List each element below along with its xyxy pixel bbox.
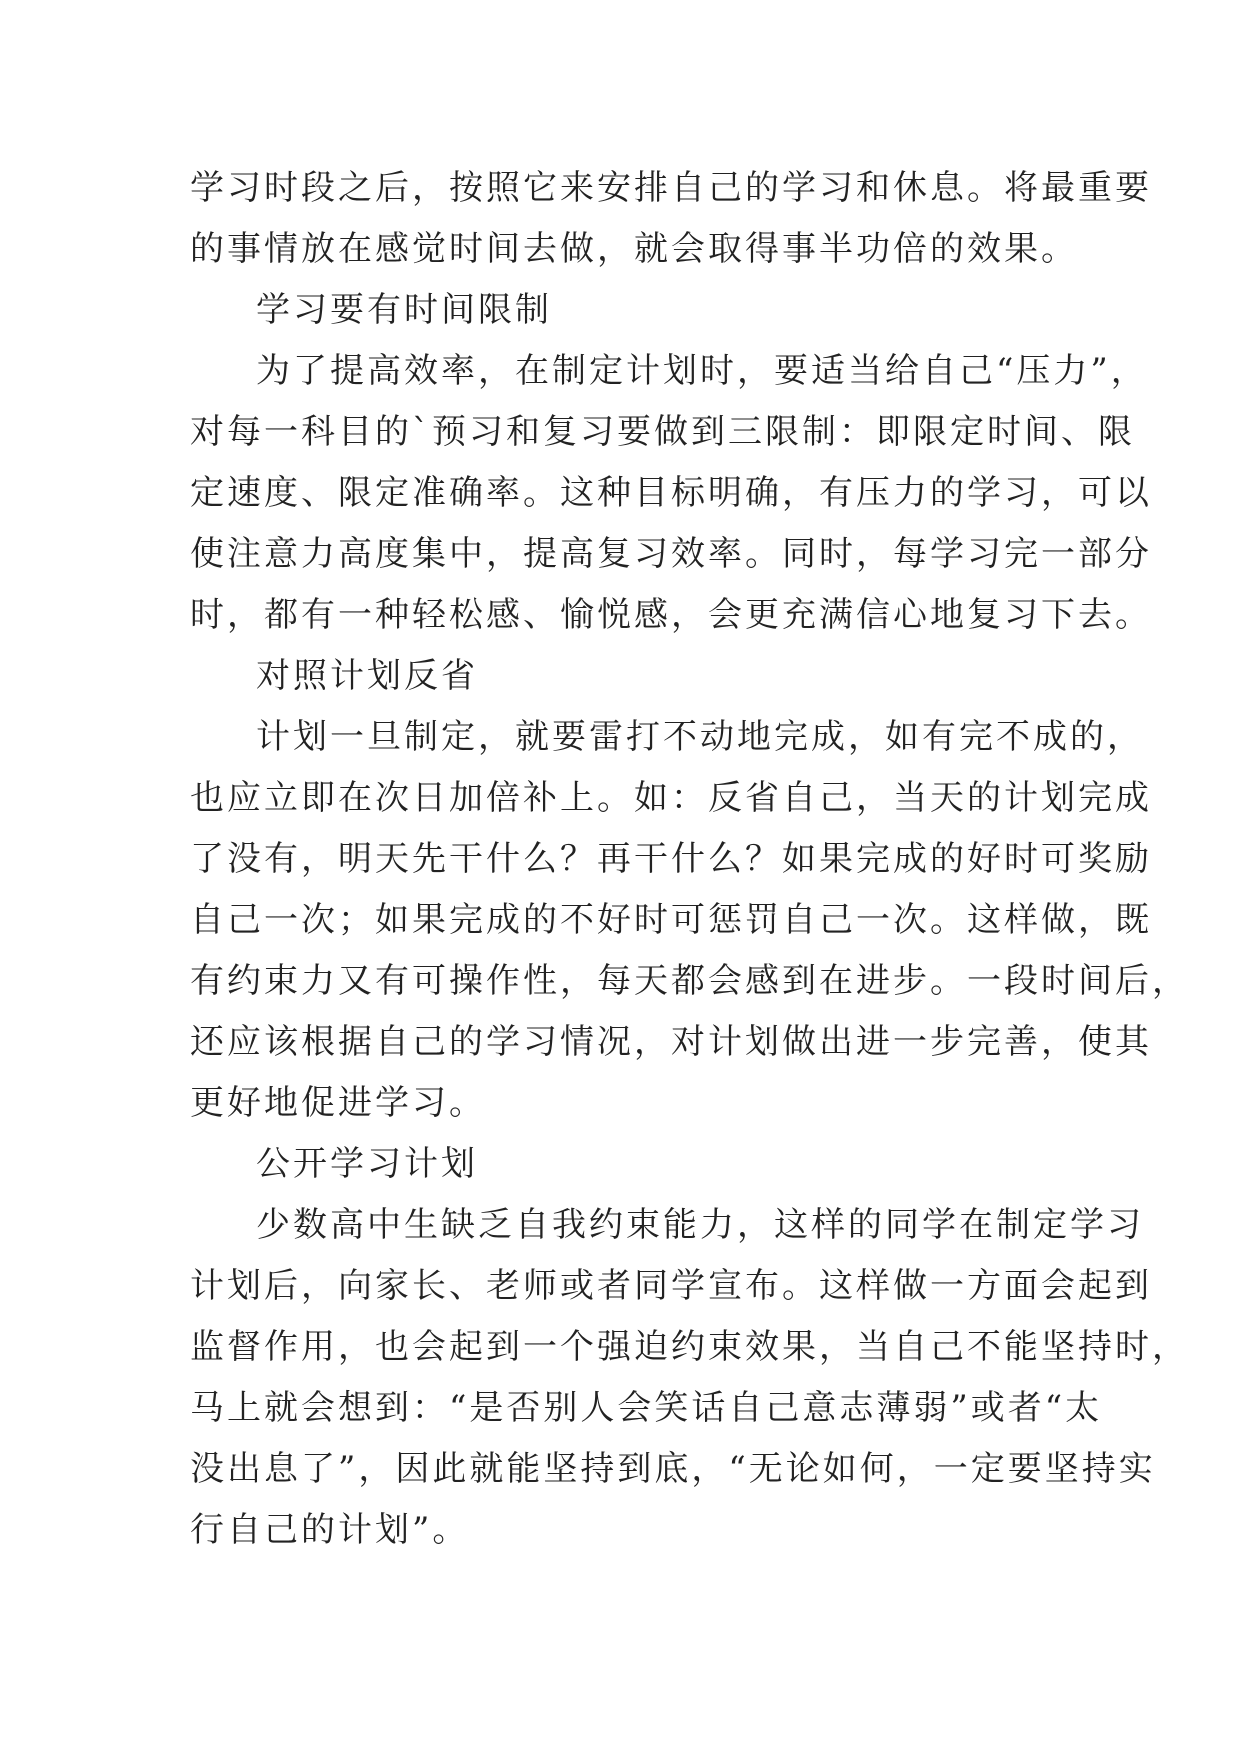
- section-heading: 公开学习计划: [256, 1144, 478, 1184]
- paragraph-line: 少数高中生缺乏自我约束能力，这样的同学在制定学习: [256, 1205, 1144, 1245]
- document-body: [190, 158, 1189, 1561]
- paragraph-line: 计划一旦制定，就要雷打不动地完成，如有完不成的，: [256, 717, 1144, 757]
- paragraph-line: 自己一次；如果完成的不好时可惩罚自己一次。这样做，既: [190, 900, 1152, 940]
- paragraph-line: 也应立即在次日加倍补上。如：反省自己，当天的计划完成: [190, 778, 1152, 818]
- paragraph-line: 学习时段之后，按照它来安排自己的学习和休息。将最重要: [190, 168, 1152, 208]
- paragraph-line: 为了提高效率，在制定计划时，要适当给自己“压力”，: [256, 351, 1148, 391]
- paragraph-line: 了没有，明天先干什么？再干什么？如果完成的好时可奖励: [190, 839, 1152, 879]
- paragraph-line: 对每一科目的`预习和复习要做到三限制：即限定时间、限: [190, 412, 1135, 452]
- paragraph-line: 有约束力又有可操作性，每天都会感到在进步。一段时间后，: [190, 961, 1189, 1001]
- section-heading: 学习要有时间限制: [256, 290, 552, 330]
- paragraph-line: 的事情放在感觉时间去做，就会取得事半功倍的效果。: [190, 229, 1078, 269]
- paragraph-line: 时，都有一种轻松感、愉悦感，会更充满信心地复习下去。: [190, 595, 1152, 635]
- paragraph-line: 更好地促进学习。: [190, 1083, 486, 1123]
- section-heading: 对照计划反省: [256, 656, 478, 696]
- paragraph-line: 使注意力高度集中，提高复习效率。同时，每学习完一部分: [190, 534, 1152, 574]
- paragraph-line: 行自己的计划”。: [190, 1510, 470, 1550]
- paragraph-line: 监督作用，也会起到一个强迫约束效果，当自己不能坚持时，: [190, 1327, 1189, 1367]
- paragraph-line: 马上就会想到：“是否别人会笑话自己意志薄弱”或者“太: [190, 1388, 1103, 1428]
- paragraph-line: 没出息了”，因此就能坚持到底，“无论如何，一定要坚持实: [190, 1449, 1156, 1489]
- paragraph-line: 还应该根据自己的学习情况，对计划做出进一步完善，使其: [190, 1022, 1152, 1062]
- paragraph-line: 定速度、限定准确率。这种目标明确，有压力的学习，可以: [190, 473, 1152, 513]
- paragraph-line: 计划后，向家长、老师或者同学宣布。这样做一方面会起到: [190, 1266, 1152, 1306]
